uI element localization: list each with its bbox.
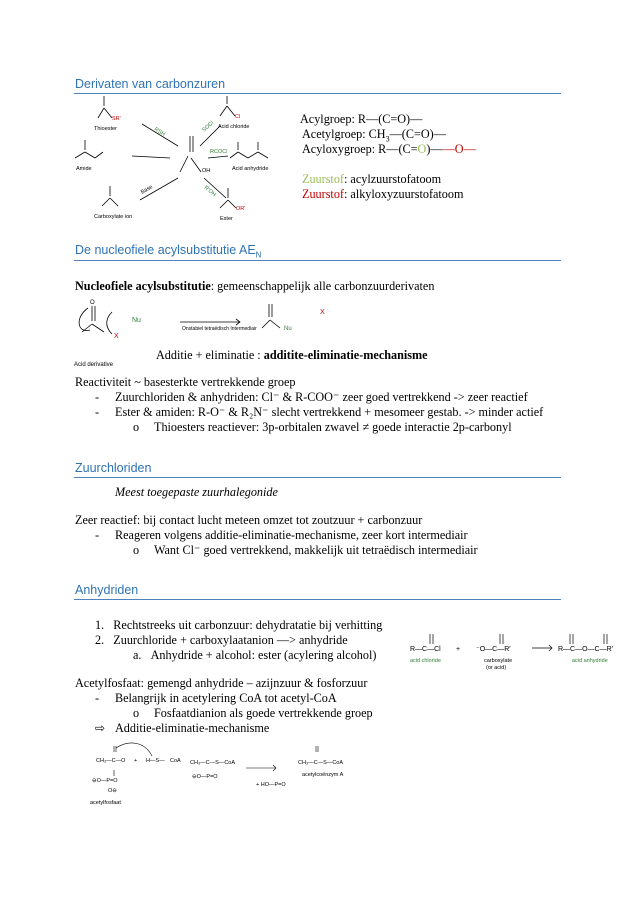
scheme-acid-chloride-label: acid chloride <box>410 658 441 664</box>
amide-label: Amide <box>76 166 92 172</box>
arrow-icon: ⇨ <box>95 721 106 735</box>
bullet-ester-amiden: Ester & amiden: R-O⁻ & R₂N⁻ slecht vertrekkend + mesomeer gestab. -> minder actief <box>115 405 544 419</box>
thioester-label: Thioester <box>94 126 117 132</box>
svg-text:+: + <box>456 646 461 653</box>
acyloxygroep-line: Acyloxygroep: R—(C=O)——O— <box>302 142 476 156</box>
heading-rule <box>74 599 561 600</box>
dash-bullet: - <box>95 405 100 419</box>
circle-bullet: o <box>133 543 140 557</box>
or-label: OR' <box>236 206 246 212</box>
zuurchloriden-italic: Meest toegepaste zuurhalegonide <box>115 485 278 499</box>
numbered-item-1: 1. Rechtstreeks uit carbonzuur: dehydratatie bij verhitting <box>95 618 383 632</box>
acetylfosfaat-mechanism-scheme <box>86 740 376 808</box>
additie-eliminatie-line: Additie + eliminatie : additite-eliminatie-mechanisme <box>156 348 428 362</box>
acid-anhydride-label: Acid anhydride <box>232 166 269 172</box>
roh-label: R'OH <box>202 184 217 199</box>
cl-label: Cl <box>235 114 241 120</box>
heading-rule <box>74 477 561 478</box>
acetylfosfaat-label: acetylfosfaat <box>90 800 121 806</box>
nu-label: Nu <box>132 317 141 324</box>
rcocl-label: RCOCl <box>210 149 228 155</box>
dash-bullet: - <box>95 390 100 404</box>
oh-label: OH <box>202 168 211 174</box>
circle-bullet: o <box>133 420 140 434</box>
circle-bullet: o <box>133 706 140 720</box>
zeer-reactief-line: Zeer reactief: bij contact lucht meteen omzet tot zoutzuur + carbonzuur <box>75 513 423 527</box>
base-label: Base <box>140 184 154 196</box>
sub-thioesters: Thioesters reactiever: 3p-orbitalen zwavel ≠ goede interactie 2p-carbonyl <box>154 420 512 434</box>
scheme-carboxylate-label: carboxylate <box>484 658 513 664</box>
svg-text:⊖O—P=O: ⊖O—P=O <box>192 774 218 780</box>
arrow-item-mechanisme: Additie-eliminatie-mechanisme <box>115 721 270 735</box>
scheme-or-acid-label: (or acid) <box>486 665 507 671</box>
svg-text:R—C—Cl: R—C—Cl <box>410 646 441 653</box>
svg-text:CH₃—C—S—CoA: CH₃—C—S—CoA <box>298 760 344 766</box>
heading-rule <box>74 93 561 94</box>
acetylcoenzym-label: acetylcoënzym A <box>302 772 344 778</box>
sub-fosfaatdianion: Fosfaatdianion als goede vertrekkende groep <box>154 706 373 720</box>
section-heading-nucleofiele: De nucleofiele acylsubstitutie $AE_N$ <box>75 243 262 260</box>
bullet-reageren: Reageren volgens additie-eliminatie-mechanisme, zeer kort intermediair <box>115 528 468 542</box>
svg-text:+ HO—P=O: + HO—P=O <box>256 782 286 788</box>
dash-bullet: - <box>95 691 100 705</box>
section-heading-zuurchloriden: Zuurchloriden <box>75 461 152 475</box>
bullet-zuurchloriden: Zuurchloriden & anhydriden: Cl⁻ & R-COO⁻ zeer goed vertrekkend -> zeer reactief <box>115 390 528 404</box>
svg-text:O: O <box>90 300 95 306</box>
section-heading-derivaten: Derivaten van carbonzuren <box>75 77 226 91</box>
intermediate-label: Onstabiel tetraëdisch Intermediair <box>182 326 257 332</box>
ester-label: Ester <box>220 216 233 222</box>
lettered-item-a: a. Anhydride + alcohol: ester (acylering alcohol) <box>133 648 377 662</box>
svg-text:R—C—O—C—R′: R—C—O—C—R′ <box>558 646 613 653</box>
svg-text:⊖O—P=O: ⊖O—P=O <box>92 778 118 784</box>
acid-derivative-label: Acid derivative <box>74 362 114 368</box>
svg-text:+: + <box>134 758 138 764</box>
x-leaving-label: X <box>114 333 119 340</box>
section-heading-anhydriden: Anhydriden <box>75 583 139 597</box>
reactiviteit-line: Reactiviteit ~ basesterkte vertrekkende groep <box>75 375 296 389</box>
derivatives-scheme <box>70 96 295 246</box>
svg-text:O⊖: O⊖ <box>108 788 117 794</box>
svg-text:⁻O—C—R′: ⁻O—C—R′ <box>476 646 511 653</box>
acylsubstitutie-intro: Nucleofiele acylsubstitutie: gemeenschappelijk alle carbonzuurderivaten <box>75 279 435 293</box>
sr-label: SR' <box>112 116 121 122</box>
acetylgroep-line: Acetylgroep: $CH_3—(C=O)—$ <box>302 127 446 144</box>
anhydride-formation-scheme <box>392 624 632 682</box>
heading-rule <box>74 260 561 261</box>
carboxylate-label: Carboxylate ion <box>94 214 133 220</box>
socl2-label: SOCl <box>201 120 216 134</box>
bullet-belangrijk: Belangrijk in acetylering CoA tot acetyl-CoA <box>115 691 337 705</box>
svg-text:H—S—: H—S— <box>146 758 165 764</box>
x-product-label: X <box>320 309 325 316</box>
scheme-acid-anhydride-label: acid anhydride <box>572 658 608 664</box>
acetylfosfaat-line: Acetylfosfaat: gemengd anhydride – azijnzuur & fosforzuur <box>75 676 368 690</box>
zuurstof-alkyloxy-line: Zuurstof: alkyloxyzuurstofatoom <box>302 187 464 201</box>
acylgroep-line: Acylgroep: R—(C=O)— <box>300 112 423 126</box>
sub-want-cl: Want Cl⁻ goed vertrekkend, makkelijk uit tetraëdisch intermediair <box>154 543 478 557</box>
dash-bullet: - <box>95 528 100 542</box>
svg-text:CH₃—C—S—CoA: CH₃—C—S—CoA <box>190 760 236 766</box>
acid-chloride-label: Acid chloride <box>218 124 250 130</box>
coa-label: CoA <box>170 758 181 764</box>
svg-text:CH₃—C—O: CH₃—C—O <box>96 758 126 764</box>
zuurstof-acyl-line: Zuurstof: acylzuurstofatoom <box>302 172 442 186</box>
numbered-item-2: 2. Zuurchloride + carboxylaatanion —> anhydride <box>95 633 348 647</box>
rsh-label: RSH <box>152 126 166 138</box>
nu-product-label: Nu <box>284 326 292 332</box>
